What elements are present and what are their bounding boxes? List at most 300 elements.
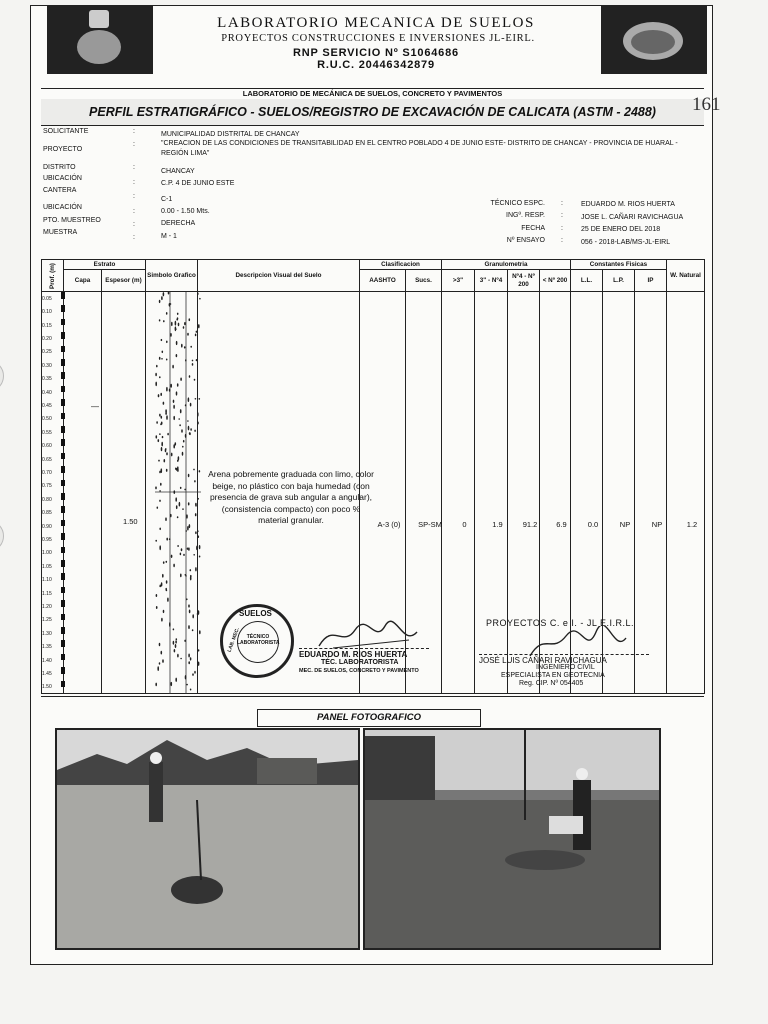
engineer-name: JOSÉ LUIS CAÑARI RAVICHAGUA xyxy=(479,654,649,665)
distrito-value: CHANCAY xyxy=(161,168,195,175)
soil-grain xyxy=(162,436,164,438)
soil-grain xyxy=(185,434,187,438)
soil-grain xyxy=(197,498,199,500)
soil-grain xyxy=(170,384,172,388)
soil-grain xyxy=(159,662,161,664)
soil-grain xyxy=(178,456,180,460)
muestra-label: MUESTRA xyxy=(43,229,78,236)
soil-grain xyxy=(198,610,200,615)
soil-grain xyxy=(166,387,168,392)
soil-grain xyxy=(163,402,165,405)
proyecto-label: PROYECTO xyxy=(43,146,83,153)
colon: : xyxy=(133,193,135,200)
g1-cell xyxy=(442,292,475,694)
soil-grain xyxy=(165,588,167,591)
soil-grain xyxy=(182,446,184,448)
soil-grain xyxy=(166,580,168,584)
soil-grain xyxy=(165,517,167,521)
soil-grain xyxy=(166,415,168,420)
soil-grain xyxy=(155,683,157,687)
soil-grain xyxy=(159,545,161,550)
depth-label: 0.25 xyxy=(42,349,52,356)
soil-grain xyxy=(189,610,191,614)
pto-muestreo-value: DERECHA xyxy=(161,220,196,227)
soil-grain xyxy=(188,604,190,607)
company-signature-line: PROYECTOS C. e I. - JL E.I.R.L. xyxy=(486,618,635,628)
soil-grain xyxy=(188,547,190,550)
soil-grain xyxy=(161,339,163,341)
aashto-value: A-3 (0) xyxy=(377,520,401,529)
soil-grain xyxy=(185,404,187,406)
soil-grain xyxy=(193,469,195,471)
soil-grain xyxy=(192,363,194,366)
depth-label: 1.30 xyxy=(42,630,52,637)
soil-grain xyxy=(159,319,161,321)
soil-grain xyxy=(194,480,196,482)
depth-label: 0.75 xyxy=(42,483,52,490)
soil-grain xyxy=(161,416,163,419)
depth-label: 1.35 xyxy=(42,644,52,651)
soil-grain xyxy=(165,412,167,415)
ll-value: 0.0 xyxy=(587,520,599,529)
photo-left xyxy=(55,728,360,950)
g3-header: Nº4 - Nº 200 xyxy=(508,270,540,292)
capa-value: — xyxy=(91,402,99,411)
soil-grain xyxy=(166,312,168,315)
soil-grain xyxy=(196,546,198,551)
distrito-label: DISTRITO xyxy=(43,164,76,171)
soil-grain xyxy=(190,689,192,691)
soil-grain xyxy=(199,398,201,400)
soil-grain xyxy=(199,545,201,549)
depth-label: 0.45 xyxy=(42,402,52,409)
soil-grain xyxy=(180,487,182,489)
soil-grain xyxy=(172,365,174,369)
document-sheet xyxy=(30,5,713,965)
soil-grain xyxy=(177,654,179,658)
soil-grain xyxy=(176,638,178,640)
depth-tick xyxy=(61,346,65,353)
soil-description: Arena pobremente graduada con limo, color beige, no plástico con baja humedad (con presencia de grava sub angular a angular), (consistencia compacto) con poco % material granular. xyxy=(208,469,374,525)
pto-muestreo-label: PTO. MUESTREO xyxy=(43,217,101,224)
soil-grain xyxy=(171,555,173,558)
g3-value: 91.2 xyxy=(522,520,538,529)
soil-grain xyxy=(169,389,171,392)
clasificacion-header: Clasificacion xyxy=(360,260,442,270)
soil-grain xyxy=(157,507,159,509)
depth-tick xyxy=(61,413,65,420)
colon: : xyxy=(561,225,563,232)
depth-label: 0.40 xyxy=(42,389,52,396)
soil-grain xyxy=(187,420,189,422)
soil-grain xyxy=(182,452,184,456)
soil-grain xyxy=(161,651,163,655)
soil-grain xyxy=(173,564,175,568)
sucs-header: Sucs. xyxy=(406,270,442,292)
ensayo-value: 056 - 2018-LAB/MS-JL-EIRL xyxy=(581,239,671,246)
soil-grain xyxy=(198,535,200,538)
soil-grain xyxy=(183,554,185,556)
wnat-header: W. Natural xyxy=(667,260,705,292)
depth-tick xyxy=(61,426,65,433)
depth-tick xyxy=(61,332,65,339)
depth-tick xyxy=(61,533,65,540)
soil-grain xyxy=(178,323,180,327)
soil-grain xyxy=(199,298,201,300)
soil-grain xyxy=(185,574,187,576)
lab-logo-right xyxy=(601,6,707,74)
lab-subtitle: PROYECTOS CONSTRUCCIONES E INVERSIONES JL-EIRL. xyxy=(221,33,535,44)
soil-grain xyxy=(159,500,161,502)
aashto-header: AASHTO xyxy=(360,270,406,292)
ubicacion-label: UBICACIÓN xyxy=(43,175,82,182)
depth-label: 1.05 xyxy=(42,563,52,570)
ip-header: IP xyxy=(635,270,667,292)
depth-tick xyxy=(61,640,65,647)
espesor-cell xyxy=(102,292,146,694)
estrato-header: Estrato xyxy=(64,260,146,270)
lab-line: LABORATORIO DE MECÁNICA DE SUELOS, CONCRETO Y PAVIMENTOS xyxy=(41,88,704,100)
soil-grain xyxy=(159,490,161,492)
soil-grain xyxy=(197,530,199,532)
soil-grain xyxy=(166,341,168,344)
soil-grain xyxy=(175,644,177,648)
proyecto-value: "CREACION DE LAS CONDICIONES DE TRANSITABILIDAD EN EL CENTRO POBLADO 4 DE JUNIO ESTE- DISTRITO DE CHANCAY - PROVINCIA DE HUARAL - REGIÓN LIMA" xyxy=(161,140,678,157)
soil-grain xyxy=(161,442,163,447)
soil-grain xyxy=(175,640,177,643)
depth-label: 0.85 xyxy=(42,510,52,517)
soil-grain xyxy=(156,435,158,438)
engineer-spec: ESPECIALISTA EN GEOTECNIA xyxy=(501,672,605,679)
soil-grain xyxy=(167,433,169,436)
depth-label: 0.55 xyxy=(42,429,52,436)
soil-grain xyxy=(159,300,161,303)
soil-grain xyxy=(162,351,164,354)
soil-grain xyxy=(187,333,189,336)
soil-grain xyxy=(182,508,184,510)
soil-grain xyxy=(195,567,197,571)
g2-header: 3" - Nº4 xyxy=(475,270,508,292)
depth-tick xyxy=(61,466,65,473)
tecnico-value: EDUARDO M. RIOS HUERTA xyxy=(581,201,675,208)
muestra-value: M - 1 xyxy=(161,233,177,240)
soil-grain xyxy=(181,548,183,551)
soil-grain xyxy=(161,296,163,300)
soil-grain xyxy=(160,393,162,396)
soil-grain xyxy=(185,359,187,361)
soil-grain xyxy=(195,334,197,337)
soil-symbol-graphic xyxy=(155,292,201,694)
depth-label: 1.20 xyxy=(42,603,52,610)
soil-grain xyxy=(199,470,201,472)
soil-grain xyxy=(188,426,190,431)
ubicacion2-label: UBICACIÓN xyxy=(43,204,82,211)
soil-grain xyxy=(188,661,190,664)
depth-tick xyxy=(61,439,65,446)
soil-grain xyxy=(171,682,173,686)
soil-grain xyxy=(190,576,192,580)
depth-label: 0.35 xyxy=(42,376,52,383)
soil-grain xyxy=(190,428,192,431)
soil-grain xyxy=(189,318,191,321)
lp-value: NP xyxy=(619,520,631,529)
soil-grain xyxy=(170,333,172,337)
soil-grain xyxy=(156,606,158,609)
depth-tick xyxy=(61,305,65,312)
g4-value: 6.9 xyxy=(556,520,567,529)
capa-header: Capa xyxy=(64,270,102,292)
soil-grain xyxy=(157,666,159,671)
soil-grain xyxy=(190,403,192,407)
soil-grain xyxy=(155,373,157,377)
lab-rnp: RNP SERVICIO Nº S1064686 xyxy=(293,47,459,59)
soil-grain xyxy=(161,422,163,425)
page-number: 161 xyxy=(692,94,721,115)
soil-grain xyxy=(155,382,157,387)
soil-grain xyxy=(177,383,179,387)
soil-grain xyxy=(181,429,183,433)
soil-grain xyxy=(165,448,167,450)
espesor-header: Espesor (m) xyxy=(102,270,146,292)
tech-name: EDUARDO M. RIOS HUERTA xyxy=(299,648,429,659)
soil-grain xyxy=(159,376,161,378)
soil-grain xyxy=(186,514,188,518)
simbolo-header: Simbolo Grafico xyxy=(146,260,198,292)
depth-label: 1.15 xyxy=(42,590,52,597)
colon: : xyxy=(133,128,135,135)
colon: : xyxy=(561,212,563,219)
wnat-cell xyxy=(667,292,705,694)
soil-grain xyxy=(166,561,168,563)
descripcion-header: Descripcion Visual del Suelo xyxy=(198,260,360,292)
soil-grain xyxy=(169,538,171,540)
soil-grain xyxy=(185,530,187,532)
soil-grain xyxy=(195,398,197,400)
soil-grain xyxy=(163,561,165,564)
engineer-title: INGENIERO CIVIL xyxy=(536,664,595,671)
soil-grain xyxy=(171,322,173,326)
tech-title: TÉC. LABORATORISTA xyxy=(321,659,399,666)
depth-label: 0.30 xyxy=(42,362,52,369)
soil-grain xyxy=(161,447,163,451)
soil-grain xyxy=(192,673,194,676)
colon: : xyxy=(133,221,135,228)
soil-grain xyxy=(192,629,194,631)
soil-grain xyxy=(196,331,198,333)
colon: : xyxy=(133,234,135,241)
soil-grain xyxy=(160,483,162,486)
panel-divider xyxy=(41,696,704,697)
constantes-header: Constantes Fisicas xyxy=(571,260,667,270)
depth-tick xyxy=(61,681,65,688)
soil-grain xyxy=(175,678,177,682)
soil-grain xyxy=(163,320,165,322)
soil-grain xyxy=(159,471,161,474)
ing-label: INGº. RESP. xyxy=(506,212,545,219)
depth-label: 1.50 xyxy=(42,684,52,691)
ubicacion-value: C.P. 4 DE JUNIO ESTE xyxy=(161,180,235,187)
soil-grain xyxy=(195,531,197,534)
depth-label: 0.60 xyxy=(42,443,52,450)
ensayo-label: Nº ENSAYO xyxy=(506,237,545,244)
soil-grain xyxy=(156,594,158,597)
soil-grain xyxy=(179,424,181,426)
depth-tick xyxy=(61,372,65,379)
soil-grain xyxy=(156,365,158,368)
colon: : xyxy=(561,237,563,244)
soil-grain xyxy=(189,524,191,528)
binder-hole-bottom xyxy=(0,520,4,552)
soil-grain xyxy=(176,505,178,509)
soil-grain xyxy=(192,360,194,362)
depth-tick xyxy=(61,573,65,580)
capa-cell xyxy=(64,292,102,694)
soil-grain xyxy=(159,433,161,435)
soil-grain xyxy=(181,344,183,348)
soil-grain xyxy=(174,490,176,494)
depth-tick xyxy=(61,453,65,460)
lab-name: LABORATORIO MECANICA DE SUELOS xyxy=(217,15,535,31)
soil-grain xyxy=(167,598,169,602)
soil-grain xyxy=(194,671,196,674)
depth-tick xyxy=(61,480,65,487)
soil-grain xyxy=(188,397,190,402)
soil-grain xyxy=(199,556,201,558)
soil-grain xyxy=(173,628,175,630)
cantera-value: C-1 xyxy=(161,196,173,203)
soil-grain xyxy=(166,452,168,455)
soil-grain xyxy=(183,326,185,329)
soil-grain xyxy=(162,659,164,663)
depth-tick xyxy=(61,614,65,621)
soil-grain xyxy=(176,391,178,395)
soil-grain xyxy=(190,346,192,348)
depth-tick xyxy=(61,587,65,594)
soil-grain xyxy=(188,474,190,477)
soil-grain xyxy=(173,416,175,420)
soil-grain xyxy=(198,649,200,651)
soil-grain xyxy=(169,622,171,627)
depth-tick xyxy=(61,493,65,500)
soil-grain xyxy=(173,641,175,645)
depth-label: 0.15 xyxy=(42,322,52,329)
soil-grain xyxy=(175,326,177,331)
soil-grain xyxy=(194,430,196,432)
cantera-label: CANTERA xyxy=(43,187,77,194)
solicitante-label: SOLICITANTE xyxy=(43,128,89,135)
tecnico-label: TÉCNICO ESPC. xyxy=(490,200,545,207)
soil-grain xyxy=(166,469,168,472)
soil-grain xyxy=(180,409,182,413)
soil-grain xyxy=(197,412,199,416)
solicitante-value: MUNICIPALIDAD DISTRITAL DE CHANCAY xyxy=(161,131,300,138)
soil-grain xyxy=(187,526,189,531)
depth-tick xyxy=(61,560,65,567)
soil-grain xyxy=(189,375,191,378)
colon: : xyxy=(561,200,563,207)
soil-grain xyxy=(193,554,195,556)
soil-grain xyxy=(190,657,192,660)
soil-grain xyxy=(180,553,182,556)
binder-hole-top xyxy=(0,360,4,392)
soil-grain xyxy=(184,346,186,348)
soil-grain xyxy=(189,432,191,435)
soil-grain xyxy=(173,444,175,448)
soil-grain xyxy=(159,528,161,531)
depth-label: 1.25 xyxy=(42,617,52,624)
soil-grain xyxy=(198,662,200,666)
soil-grain xyxy=(175,321,177,326)
depth-label: 0.05 xyxy=(42,295,52,302)
ip-cell xyxy=(635,292,667,694)
depth-label: 1.00 xyxy=(42,550,52,557)
soil-grain xyxy=(163,610,165,613)
lab-ruc: R.U.C. 20446342879 xyxy=(317,59,435,71)
depth-label: 0.65 xyxy=(42,456,52,463)
depth-label: 1.45 xyxy=(42,670,52,677)
soil-grain xyxy=(158,460,160,462)
photo-right xyxy=(363,728,661,950)
soil-grain xyxy=(163,292,165,296)
soil-grain xyxy=(168,292,170,295)
sucs-value: SP-SM xyxy=(418,520,442,529)
soil-grain xyxy=(174,649,176,652)
ing-value: JOSE L. CAÑARI RAVICHAGUA xyxy=(581,214,684,221)
soil-grain xyxy=(192,614,194,618)
soil-grain xyxy=(199,630,201,634)
soil-grain xyxy=(196,359,198,361)
depth-tick xyxy=(61,386,65,393)
soil-grain xyxy=(159,414,161,417)
engineer-cip: Reg. CIP. Nº 054405 xyxy=(519,680,584,687)
report-title: PERFIL ESTRATIGRÁFICO - SUELOS/REGISTRO DE EXCAVACIÓN DE CALICATA (ASTM - 2488) xyxy=(41,99,704,126)
soil-grain xyxy=(184,640,186,642)
ip-value: NP xyxy=(651,520,663,529)
depth-ruler xyxy=(42,292,62,694)
soil-grain xyxy=(161,618,163,622)
g2-cell xyxy=(475,292,508,694)
soil-grain xyxy=(183,440,185,443)
soil-grain xyxy=(176,468,178,471)
soil-grain xyxy=(161,358,163,360)
depth-tick xyxy=(61,547,65,554)
depth-label: 1.10 xyxy=(42,577,52,584)
depth-label: 0.70 xyxy=(42,469,52,476)
soil-grain xyxy=(186,684,188,686)
soil-grain xyxy=(175,497,177,501)
soil-grain xyxy=(195,504,197,506)
depth-tick xyxy=(61,319,65,326)
soil-grain xyxy=(160,585,162,587)
soil-grain xyxy=(180,574,182,578)
g4-header: < Nº 200 xyxy=(540,270,571,292)
soil-grain xyxy=(159,643,161,646)
soil-grain xyxy=(176,354,178,357)
soil-grain xyxy=(194,379,196,381)
prof-header: Prof. (m) xyxy=(42,260,64,292)
granulometria-header: Granulometria xyxy=(442,260,571,270)
soil-grain xyxy=(171,453,173,457)
soil-grain xyxy=(180,378,182,381)
ubicacion2-value: 0.00 - 1.50 Mts. xyxy=(161,208,210,215)
soil-grain xyxy=(155,486,157,489)
depth-label: 0.10 xyxy=(42,309,52,316)
colon: : xyxy=(133,141,135,148)
soil-grain xyxy=(164,459,166,462)
depth-tick xyxy=(61,654,65,661)
soil-grain xyxy=(198,324,200,328)
depth-tick xyxy=(61,359,65,366)
